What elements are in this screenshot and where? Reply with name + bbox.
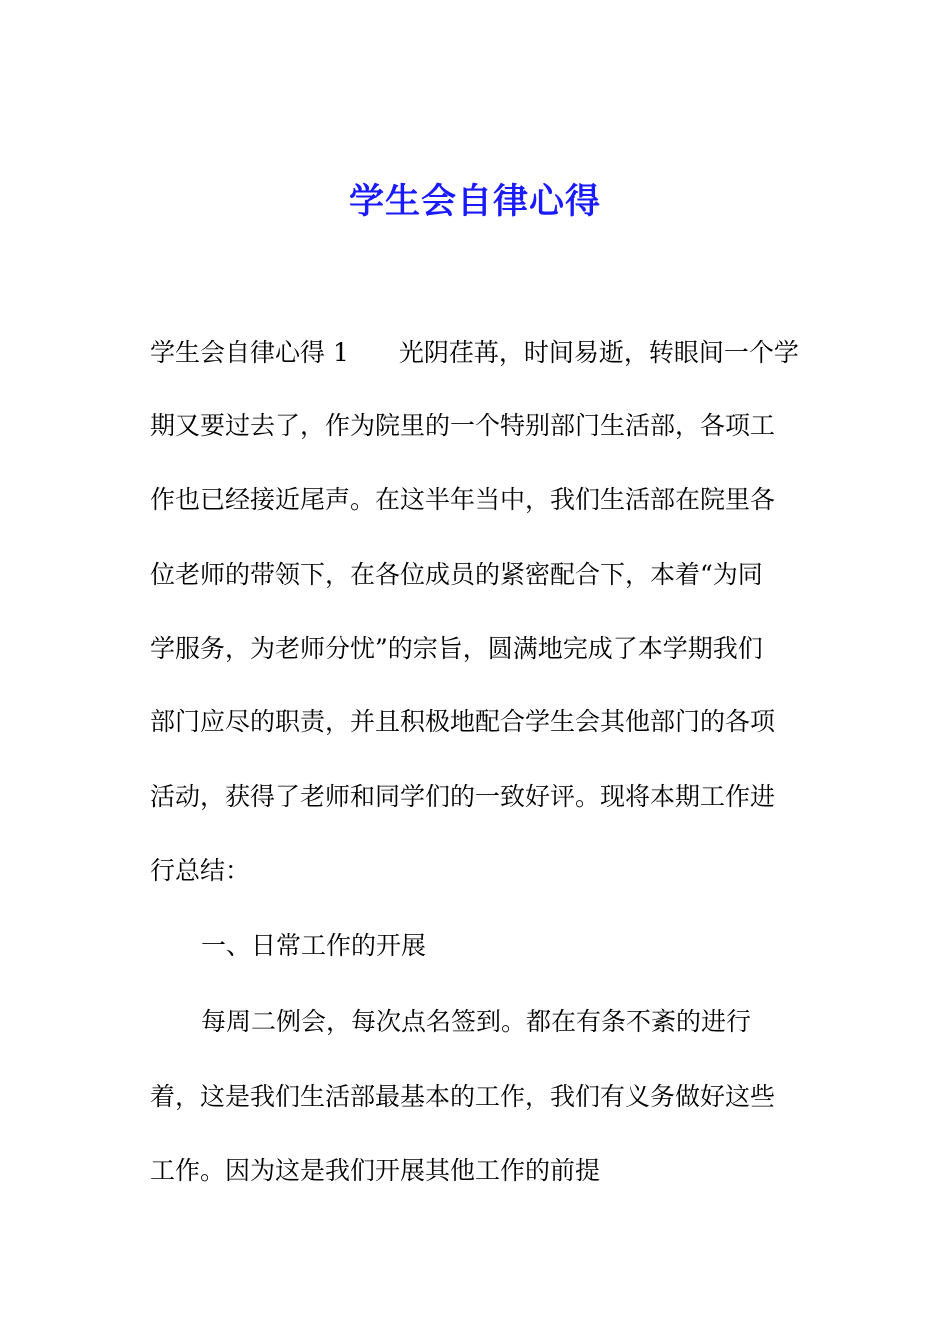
paragraph-line: 工作。因为这是我们开展其他工作的前提	[150, 1156, 601, 1185]
paragraph-line: 位老师的带领下，在各位成员的紧密配合下，本着“为同	[150, 560, 763, 589]
paragraph-line: 学生会自律心得 1 光阴荏苒，时间易逝，转眼间一个学	[150, 338, 799, 367]
paragraph-line: 每周二例会，每次点名签到。都在有条不紊的进行	[201, 1007, 752, 1036]
paragraph-line: 学服务，为老师分忧”的宗旨，圆满地完成了本学期我们	[150, 634, 763, 663]
paragraph-line: 着，这是我们生活部最基本的工作，我们有义务做好这些	[150, 1082, 776, 1111]
paragraph-line: 行总结：	[150, 856, 251, 885]
document-title: 学生会自律心得	[348, 182, 601, 222]
paragraph-line: 部门应尽的职责，并且积极地配合学生会其他部门的各项	[150, 707, 776, 736]
paragraph-line: 活动，获得了老师和同学们的一致好评。现将本期工作进	[150, 782, 776, 811]
paragraph-line: 作也已经接近尾声。在这半年当中，我们生活部在院里各	[150, 485, 776, 514]
section-heading: 一、日常工作的开展	[201, 931, 427, 960]
paragraph-line: 期又要过去了，作为院里的一个特别部门生活部，各项工	[150, 411, 776, 440]
